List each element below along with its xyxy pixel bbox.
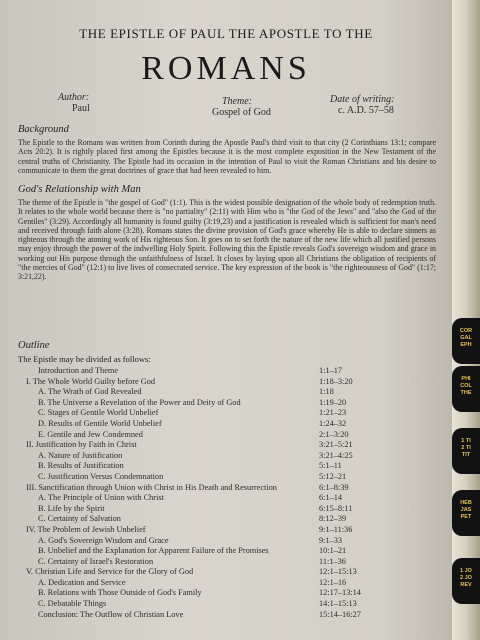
thumb-tab-label: COR	[459, 328, 473, 334]
outline-row-ref: 1:18–3:20	[319, 376, 353, 386]
outline-row-text: A. The Principle of Union with Christ	[38, 493, 164, 503]
book-title: ROMANS	[141, 50, 311, 87]
outline-row-text: C. Certainty of Israel's Restoration	[38, 556, 154, 566]
outline-row-text: A. Dedication and Service	[38, 577, 126, 587]
thumb-tab-label: 1 JO	[460, 568, 472, 574]
thumb-tab[interactable]	[452, 428, 480, 474]
outline-row	[18, 514, 347, 525]
outline-row-ref: 1:18	[319, 387, 334, 397]
outline-row-text: C. Debatable Things	[38, 599, 107, 609]
outline-row-ref: 5:12–21	[319, 471, 347, 481]
outline-row-ref: 11:1–36	[319, 556, 346, 566]
outline-row-text: B. Relations with Those Outside of God's Family	[38, 588, 202, 598]
outline-row	[18, 577, 347, 589]
outline-row	[18, 493, 343, 504]
outline-row-ref: 8:12–39	[319, 514, 347, 524]
thumb-tab-label: PHI	[461, 376, 471, 382]
thumb-tab-label: PET	[460, 514, 472, 520]
thumb-tab[interactable]	[452, 490, 480, 536]
outline-row-text: A. Nature of Justification	[38, 450, 123, 460]
outline-row-ref: 12:17–13:14	[319, 588, 361, 598]
outline-row	[18, 471, 347, 483]
date-block	[330, 94, 394, 116]
outline-row	[18, 546, 347, 557]
outline-row-text: E. Gentile and Jew Condemned	[38, 429, 143, 439]
epistle-line: THE EPISTLE OF PAUL THE APOSTLE TO THE	[79, 26, 373, 41]
theme-block	[212, 96, 271, 118]
outline-row-text: A. God's Sovereign Wisdom and Grace	[38, 535, 169, 545]
outline-row-text: D. Results of Gentile World Unbelief	[38, 418, 162, 428]
background-text: The Epistle to the Romans was written from Corinth during the Apostle Paul's third visit to that city (2 Corinthians 13:1; compare Acts 20:2). It is rightly placed first among the Epistles because it is the most complete exposition in the New Testament of the central truths of Christianity. The Epistle had its occasion in the intention of Paul to visit the Roman Christians and his desire to communicate to them the great doctrines of grace that had been revealed to him.	[18, 138, 436, 175]
outline-row-text: A. The Wrath of God Revealed	[38, 387, 142, 397]
relationship-text: The theme of the Epistle is "the gospel of God" (1:1). This is the widest possible designation of the whole body of redemption truth. It relates to the whole world because there is "no partiality" (2:11) with Him who is "the God of the Jews" and "also the God of the Gentiles" (3:29). Accordingly all humanity is found guilty (3:19,23) and a justification is revealed which is sufficient for man's need and received through faith alone (3:28). Romans states the divine provision of God's grace whereby He is able to declare sinners as righteous through the atoning work of His righteous Son. It goes on to set forth the nature of the new life which all justified persons may enjoy through the power of the indwelling Holy Spirit. Following this the Epistle reveals God's sovereign wisdom and grace in working out His purpose through the unfaithfulness of Israel. It closes by laying upon all Christians the obligation of recipients of "the mercies of God" (12:1) to live lives of consecrated service. The key expression of the book is "the righteousness of God" (1:17; 3:21,22).	[18, 198, 436, 282]
thumb-tab[interactable]	[452, 366, 480, 412]
outline-row-ref: 14:1–15:13	[319, 599, 357, 609]
author-block	[58, 92, 90, 114]
author-value: Paul	[72, 103, 90, 114]
outline-row	[18, 418, 347, 430]
outline-row	[18, 397, 347, 409]
thumb-tab-label: 1 TI	[461, 438, 471, 444]
thumb-tab[interactable]	[452, 558, 480, 604]
thumb-tab-label: 2 TI	[461, 445, 471, 451]
outline-row	[18, 366, 343, 377]
outline-row	[18, 376, 353, 388]
outline-row	[18, 588, 361, 599]
outline-row-text: B. Unbelief and the Explanation for Apparent Failure of the Promises	[38, 546, 269, 556]
outline-row-text: B. Results of Justification	[38, 461, 124, 471]
outline-row-ref: 9:1–11:36	[319, 524, 353, 534]
outline-row-text: C. Certainty of Salvation	[38, 514, 121, 524]
outline-row-text: Introduction and Theme	[38, 366, 119, 375]
outline-row-text: B. Life by the Spirit	[38, 503, 105, 513]
outline-row-ref: 12:1–15:13	[319, 567, 357, 577]
outline-row	[18, 524, 353, 536]
outline-row	[18, 535, 343, 547]
outline-row-ref: 12:1–16	[319, 577, 347, 587]
outline-heading: Outline	[18, 340, 50, 351]
outline-row-ref: 6:1–8:39	[319, 482, 349, 492]
outline-row-text: C. Stages of Gentile World Unbelief	[38, 408, 159, 418]
thumb-tab-label: THE	[460, 390, 472, 396]
outline-row	[18, 556, 346, 568]
outline-row-ref: 3:21–4:25	[319, 450, 353, 460]
outline-row-ref: 1:1–17	[319, 366, 343, 375]
outline-row-text: II. Justification by Faith in Christ	[26, 440, 137, 450]
outline-row	[18, 503, 353, 515]
relationship-heading: God's Relationship with Man	[18, 184, 141, 195]
thumb-tab-label: TIT	[461, 452, 471, 458]
outline-row	[18, 440, 353, 451]
outline-row	[18, 450, 353, 462]
outline-row	[18, 599, 357, 610]
outline-row-ref: 10:1–21	[319, 546, 347, 556]
outline-row	[18, 609, 361, 621]
thumb-tab-label: HEB	[460, 500, 472, 506]
date-label: Date of writing:	[330, 94, 395, 105]
outline-row-text: V. Christian Life and Service for the Glory of God	[26, 567, 194, 577]
outline-row-text: III. Sanctification through Union with Christ in His Death and Resurrection	[26, 482, 277, 492]
outline-row-text: B. The Universe a Revelation of the Power and Deity of God	[38, 397, 241, 407]
outline-row-ref: 3:21–5:21	[319, 440, 353, 450]
outline-intro: The Epistle may be divided as follows:	[18, 354, 151, 364]
outline-row-ref: 6:1–14	[319, 493, 343, 503]
theme-value: Gospel of God	[212, 107, 271, 118]
outline-row-ref: 2:1–3:20	[319, 429, 349, 439]
outline-row-ref: 15:14–16:27	[319, 609, 361, 619]
theme-label: Theme:	[222, 96, 252, 107]
thumb-tab-label: GAL	[460, 335, 472, 341]
outline-row-ref: 1:19–20	[319, 397, 347, 407]
outline-row	[18, 461, 342, 472]
thumb-tab-label: EPH	[460, 342, 472, 348]
outline-row	[18, 387, 334, 398]
outline-row-text: I. The Whole World Guilty before God	[26, 376, 156, 386]
background-heading: Background	[18, 124, 69, 135]
thumb-tab-label: 2 JO	[460, 575, 472, 581]
thumb-tab-label: COL	[460, 383, 472, 389]
thumb-tab-label: REV	[460, 582, 472, 588]
date-value: c. A.D. 57–58	[338, 105, 394, 116]
outline-row-text: Conclusion: The Outflow of Christian Love	[38, 609, 184, 619]
thumb-tab[interactable]	[452, 318, 480, 364]
outline-row	[18, 567, 357, 578]
thumb-tab-label: JAS	[460, 507, 472, 513]
outline-row-ref: 6:15–8:11	[319, 503, 353, 513]
outline-row-ref: 1:24–32	[319, 418, 347, 428]
author-label: Author:	[58, 92, 90, 103]
outline-row	[18, 482, 349, 494]
outline-row-ref: 9:1–33	[319, 535, 343, 545]
outline-row-text: IV. The Problem of Jewish Unbelief	[26, 524, 146, 534]
outline-row-text: C. Justification Versus Condemnation	[38, 471, 164, 481]
outline-row-ref: 1:21–23	[319, 408, 347, 418]
outline-row-ref: 5:1–11	[319, 461, 342, 471]
outline-row	[18, 408, 347, 419]
outline-list	[18, 366, 361, 620]
outline-row	[18, 429, 349, 441]
